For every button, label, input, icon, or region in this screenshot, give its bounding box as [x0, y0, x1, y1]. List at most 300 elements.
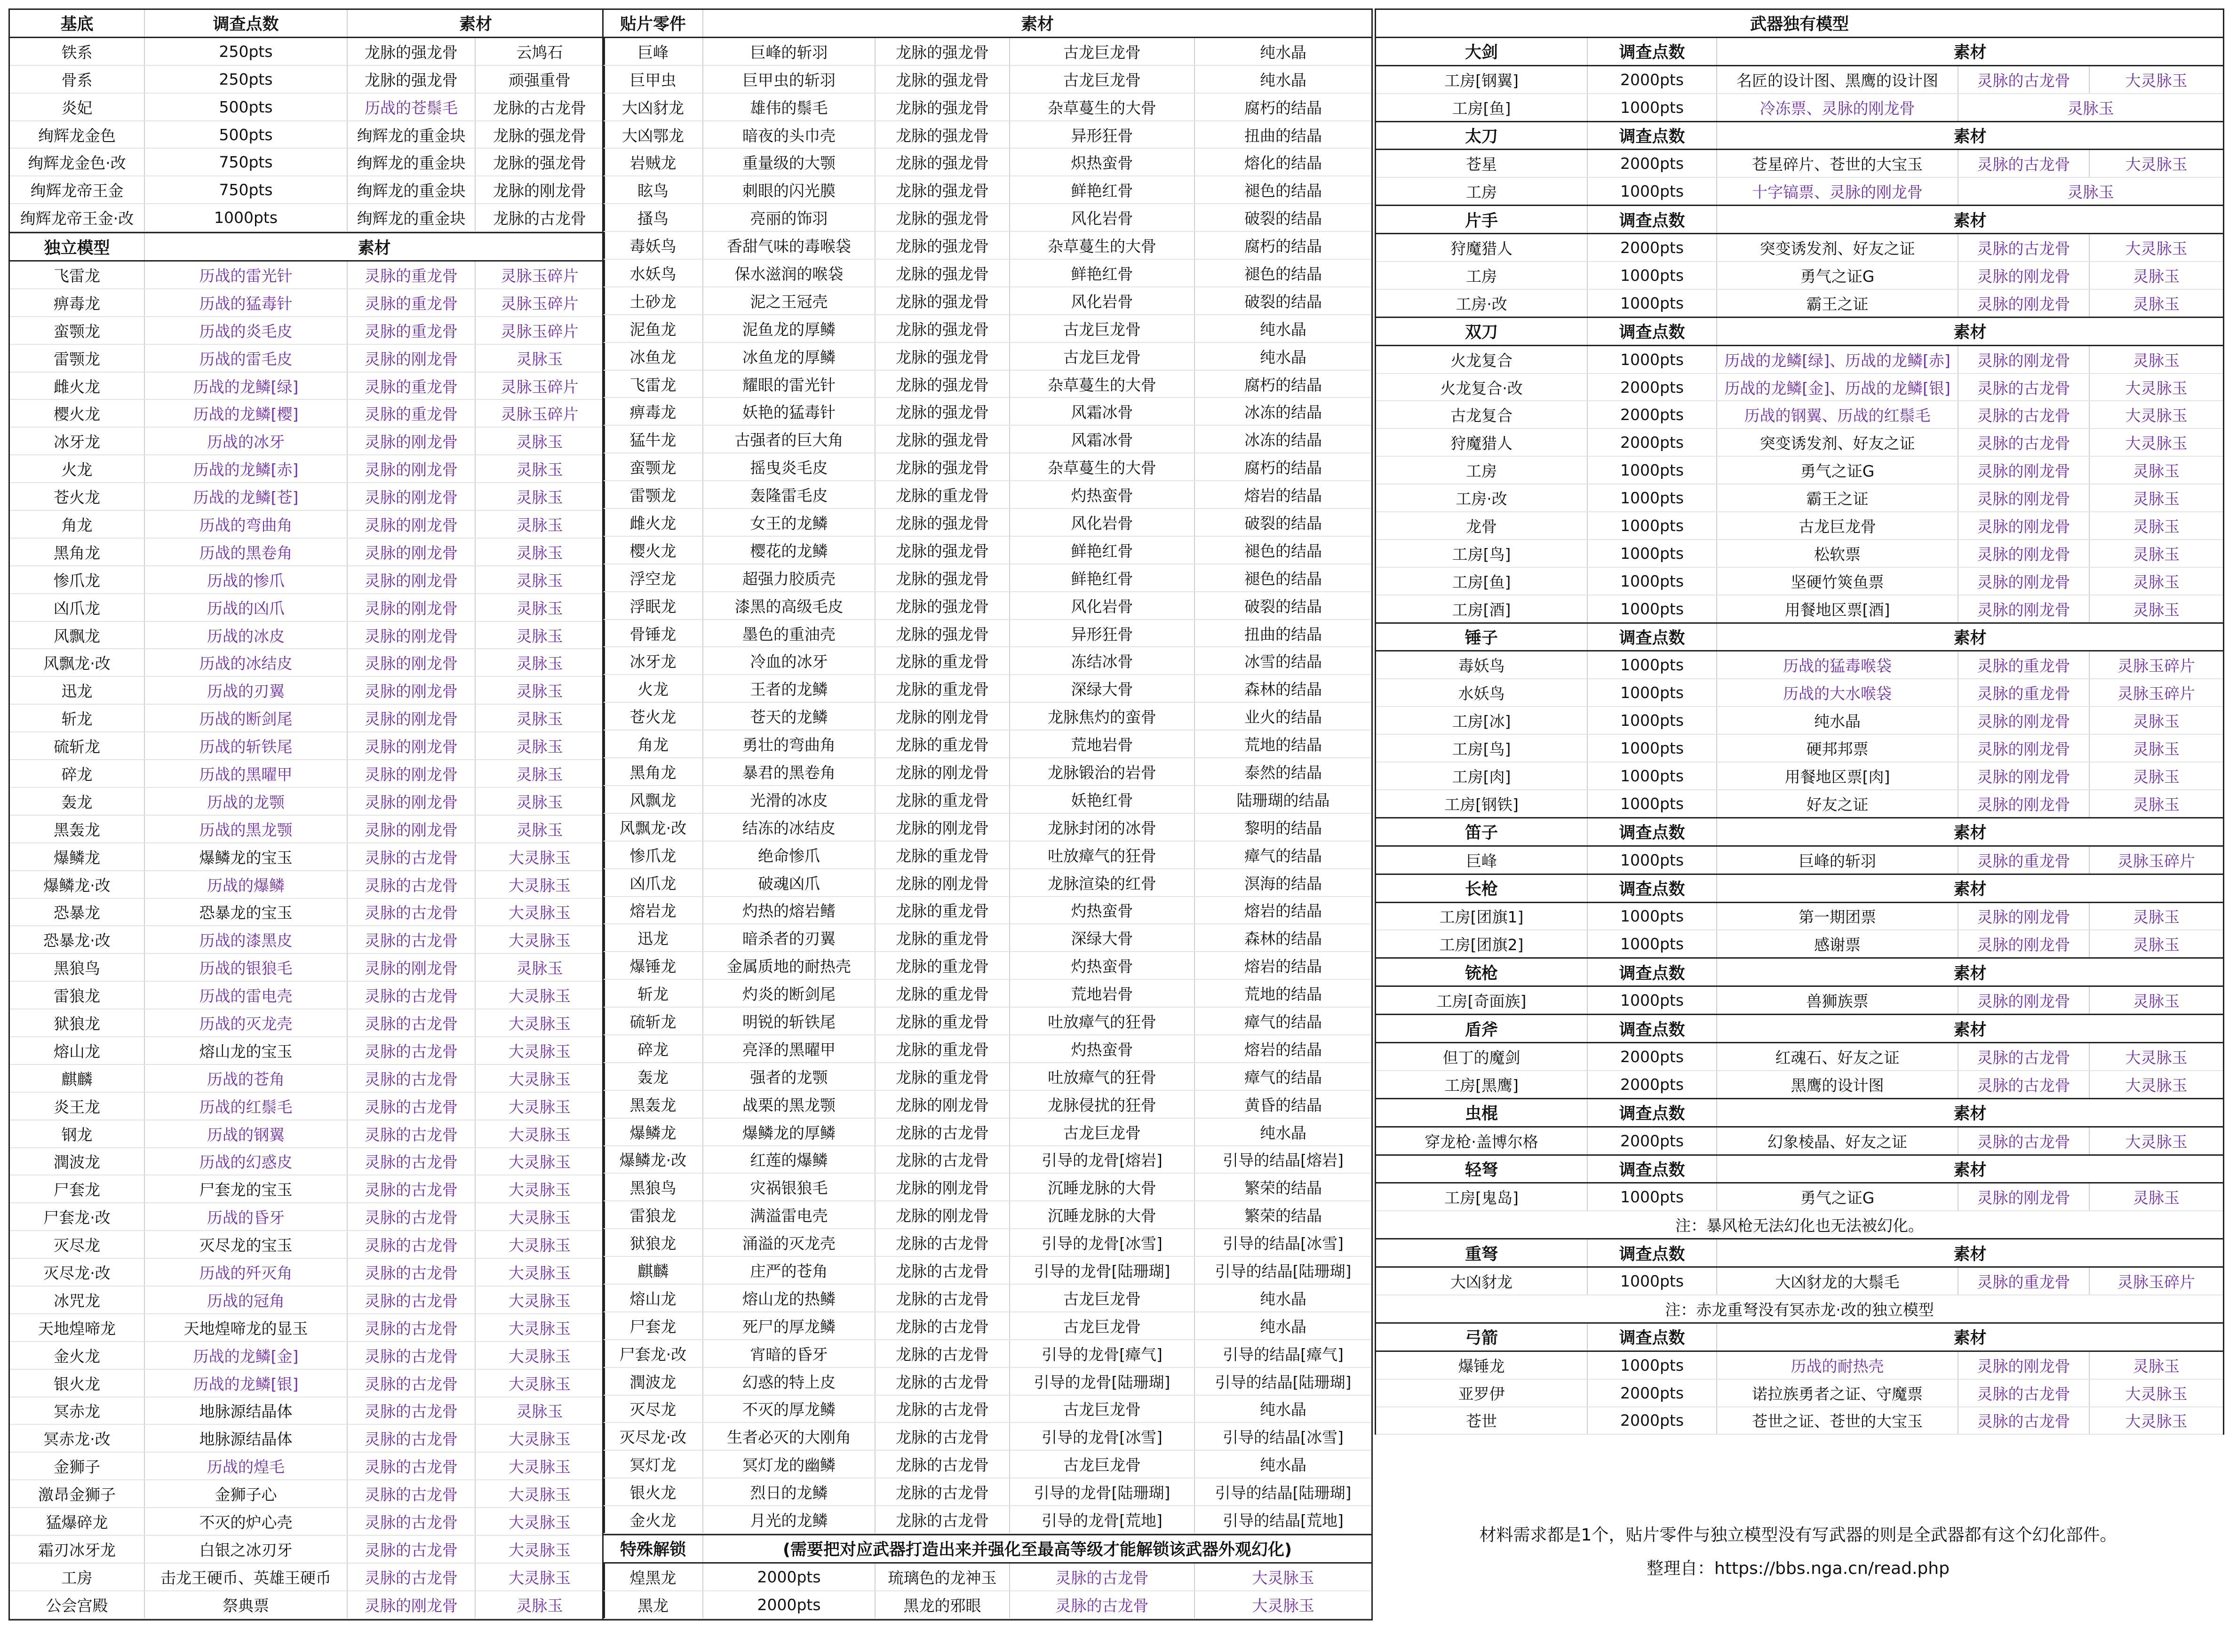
table-cell: 引导的龙骨[瘴气] [1010, 1340, 1194, 1367]
table-cell: 灵脉的刚龙骨 [347, 787, 475, 815]
table-cell: 龙脉的古龙骨 [875, 1312, 1010, 1340]
table-cell: 冥赤龙·改 [10, 1424, 144, 1452]
table-cell: 深绿大骨 [1010, 675, 1194, 702]
table-cell: 龙脉的古龙骨 [475, 93, 604, 121]
table-cell: 冰牙龙 [10, 427, 144, 455]
table-cell: 1000pts [1587, 790, 1717, 818]
table-cell: 亮泽的黑曜甲 [703, 1035, 875, 1063]
table-row [1376, 94, 2223, 121]
table-cell: 大灵脉玉 [475, 1369, 604, 1397]
table-cell: 瘴气的结晶 [1194, 1007, 1371, 1035]
table-cell: 妖艳的猛毒针 [703, 397, 875, 425]
table-cell: 凶爪龙 [604, 869, 703, 897]
table-cell: 黄昏的结晶 [1194, 1090, 1371, 1118]
table-row [1376, 234, 2223, 262]
table-cell: 古龙巨龙骨 [1717, 512, 1958, 540]
table-row [10, 261, 604, 289]
table-cell: 灵脉的古龙骨 [347, 843, 475, 871]
table-row [10, 65, 604, 93]
table-cell: 灼热蛮骨 [1010, 952, 1194, 979]
table-cell: 巨峰的斩羽 [1717, 846, 1958, 874]
table-cell: 龙脉的强龙骨 [875, 342, 1010, 370]
table-cell: 弓箭 [1376, 1323, 1587, 1351]
table-cell: 搔鸟 [604, 204, 703, 231]
table-row [1376, 846, 2223, 874]
table-cell: 纯水晶 [1194, 1395, 1371, 1423]
table-row [604, 204, 1371, 231]
table-cell: 灵脉的古龙骨 [347, 871, 475, 898]
table-cell: 龙脉的强龙骨 [875, 536, 1010, 564]
table-cell: 熔岩的结晶 [1194, 1035, 1371, 1063]
table-cell: 灵脉玉碎片 [475, 289, 604, 317]
table-row [10, 1037, 604, 1064]
table-cell: 龙脉的刚龙骨 [875, 758, 1010, 786]
table-cell: 工房[冰] [1376, 707, 1587, 734]
table-row [10, 981, 604, 1009]
table-header [604, 1534, 1371, 1563]
table-cell: 引导的结晶[荒地] [1194, 1506, 1371, 1533]
table-cell: 调查点数 [1587, 1015, 1717, 1043]
table-row [604, 536, 1371, 564]
table-row [1376, 540, 2223, 567]
table-cell: 1000pts [1587, 177, 1717, 205]
table-row [10, 1591, 604, 1619]
table-row [604, 841, 1371, 869]
table-cell: 大灵脉玉 [475, 1120, 604, 1148]
table-row [1376, 595, 2223, 623]
table-cell: 灵脉的刚龙骨 [1958, 1183, 2089, 1211]
table-cell: 巨甲虫 [604, 65, 703, 93]
table-cell: 纯水晶 [1194, 1312, 1371, 1340]
table-cell: 吐放瘴气的狂骨 [1010, 1063, 1194, 1090]
table-cell: 调查点数 [1587, 1155, 1717, 1183]
table-cell: 猛爆碎龙 [10, 1508, 144, 1535]
table-cell: 龙脉的刚龙骨 [875, 1201, 1010, 1229]
table-cell: 龙脉的强龙骨 [875, 204, 1010, 231]
table-cell: 调查点数 [1587, 958, 1717, 986]
right-panel [1375, 8, 2224, 1435]
table-cell: 龙脉的刚龙骨 [875, 702, 1010, 730]
section-header [1376, 1015, 2223, 1043]
table-cell: 1000pts [1587, 94, 1717, 121]
table-cell: 灵脉的古龙骨 [1958, 150, 2089, 177]
table-cell: 冷冻票、灵脉的刚龙骨 [1717, 94, 1958, 121]
table-cell: 异形狂骨 [1010, 121, 1194, 149]
table-cell: 古龙巨龙骨 [1010, 1450, 1194, 1478]
table-cell: 熔山龙的宝玉 [144, 1037, 347, 1064]
table-row [1376, 1071, 2223, 1098]
table-cell: 灵脉的重龙骨 [1958, 679, 2089, 707]
table-cell: 不灭的厚龙鳞 [703, 1395, 875, 1423]
table-cell: 荒地的结晶 [1194, 730, 1371, 758]
table-cell: 黑龙 [604, 1591, 703, 1619]
table-cell: 历战的龙鳞[金]、历战的龙鳞[银] [1717, 373, 1958, 401]
table-cell: 龙脉的古龙骨 [875, 1367, 1010, 1395]
table-cell: 暗杀者的刃翼 [703, 924, 875, 952]
table-cell: 金狮子 [10, 1452, 144, 1480]
table-cell: 片手 [1376, 206, 1587, 234]
table-cell: 香甜气味的毒喉袋 [703, 231, 875, 259]
table-cell: 750pts [144, 148, 347, 176]
table-row [604, 65, 1371, 93]
table-cell: 腐朽的结晶 [1194, 370, 1371, 398]
table-row [604, 1090, 1371, 1118]
table-cell: 鲜艳红骨 [1010, 176, 1194, 204]
table-cell: 引导的龙骨[熔岩] [1010, 1146, 1194, 1174]
table-cell: 灵脉的刚龙骨 [347, 538, 475, 566]
table-cell: 灵脉的刚龙骨 [1958, 540, 2089, 567]
table-cell: 毒妖鸟 [604, 231, 703, 259]
table-cell: 工房·改 [1376, 289, 1587, 317]
table-row [1376, 734, 2223, 762]
table-cell: 素材 [1717, 1098, 2223, 1127]
table-cell: 浮空龙 [604, 564, 703, 592]
table-cell: 麒麟 [604, 1256, 703, 1284]
table-cell: 龙脉的古龙骨 [475, 204, 604, 231]
table-row [604, 1422, 1371, 1450]
table-cell: 引导的结晶[陆珊瑚] [1194, 1478, 1371, 1506]
table-cell: 工房·改 [1376, 484, 1587, 512]
table-cell: 注：暴风枪无法幻化也无法被幻化。 [1376, 1211, 2223, 1239]
table-cell: 琉璃色的龙神玉 [875, 1563, 1010, 1590]
table-row [604, 287, 1371, 315]
table-cell: 冰牙龙 [604, 647, 703, 675]
table-cell: 泰然的结晶 [1194, 758, 1371, 786]
table-cell: 历战的冠角 [144, 1286, 347, 1314]
table-row [10, 1092, 604, 1120]
table-cell: 纯水晶 [1717, 707, 1958, 734]
table-row [10, 843, 604, 871]
table-cell: 灵脉玉 [2089, 512, 2223, 540]
table-cell: 水妖鸟 [604, 259, 703, 287]
table-cell: 庄严的苍角 [703, 1256, 875, 1284]
table-cell: 黑龙的邪眼 [875, 1591, 1010, 1619]
table-cell: 斩龙 [604, 979, 703, 1007]
table-cell: 勇壮的弯曲角 [703, 730, 875, 758]
table-row [10, 1258, 604, 1286]
table-cell: 历战的大水喉袋 [1717, 679, 1958, 707]
table-cell: 风飘龙 [604, 786, 703, 813]
table-cell: 破裂的结晶 [1194, 508, 1371, 536]
table-cell: 浮眠龙 [604, 592, 703, 620]
table-cell: 素材 [144, 233, 604, 261]
table-row [1376, 902, 2223, 930]
table-cell: 灵脉的古龙骨 [347, 1314, 475, 1342]
table-cell: 轻弩 [1376, 1155, 1587, 1183]
table-cell: 大灵脉玉 [2089, 150, 2223, 177]
table-cell: 凶爪龙 [10, 594, 144, 621]
table-cell: 大灵脉玉 [475, 1064, 604, 1092]
table-cell: 灵脉的刚龙骨 [1958, 930, 2089, 958]
table-cell: 名匠的设计图、黑鹰的设计图 [1717, 65, 1958, 93]
table-cell: 迅龙 [604, 924, 703, 952]
table-cell: 2000pts [1587, 401, 1717, 429]
table-cell: 古龙巨龙骨 [1010, 1395, 1194, 1423]
table-row [10, 1286, 604, 1314]
table-cell: 调查点数 [1587, 1098, 1717, 1127]
table-row [604, 259, 1371, 287]
table-cell: 苍世 [1376, 1407, 1587, 1435]
table-cell: 灵脉玉 [2089, 930, 2223, 958]
table-cell: 1000pts [1587, 567, 1717, 595]
table-row [10, 1397, 604, 1425]
table-row [10, 372, 604, 400]
table-cell: 1000pts [1587, 289, 1717, 317]
table-cell: 引导的龙骨[冰雪] [1010, 1229, 1194, 1256]
table-cell: 灭尽龙·改 [604, 1422, 703, 1450]
table-cell: 龙脉的重龙骨 [875, 1035, 1010, 1063]
table-cell: 地脉源结晶体 [144, 1424, 347, 1452]
table-row [604, 1118, 1371, 1146]
table-cell: 风霜冰骨 [1010, 397, 1194, 425]
table-cell: 冰冻的结晶 [1194, 397, 1371, 425]
table-row [1376, 930, 2223, 958]
table-cell: 灵脉玉碎片 [475, 317, 604, 344]
table-cell: 2000pts [703, 1591, 875, 1619]
table-cell: 灵脉玉 [475, 510, 604, 538]
table-cell: 龙脉的古龙骨 [875, 1340, 1010, 1367]
table-cell: 历战的钢翼 [144, 1120, 347, 1148]
table-cell: 灵脉玉 [2089, 902, 2223, 930]
table-row [10, 760, 604, 787]
table-cell: 灵脉的古龙骨 [1010, 1591, 1194, 1619]
table-cell: 灵脉的刚龙骨 [347, 427, 475, 455]
table-cell: 风霜冰骨 [1010, 425, 1194, 453]
table-cell: 黑轰龙 [604, 1090, 703, 1118]
table-cell: 素材 [1717, 1015, 2223, 1043]
table-cell: 褪色的结晶 [1194, 536, 1371, 564]
table-cell: 灵脉的刚龙骨 [347, 621, 475, 649]
table-row [10, 926, 604, 953]
table-cell: 金火龙 [604, 1506, 703, 1533]
table-cell: 灵脉的古龙骨 [347, 1037, 475, 1064]
table-cell: 红莲的爆鳞 [703, 1146, 875, 1174]
table-cell: 冷血的冰牙 [703, 647, 875, 675]
table-cell: 大凶豺龙 [604, 93, 703, 121]
table-row [10, 1369, 604, 1397]
table-cell: 用餐地区票[酒] [1717, 595, 1958, 623]
table-row [1376, 1183, 2223, 1211]
table-cell: 天地煌啼龙的显玉 [144, 1314, 347, 1342]
table-cell: 纯水晶 [1194, 315, 1371, 342]
table-cell: 雌火龙 [10, 372, 144, 400]
table-cell: 引导的结晶[冰雪] [1194, 1229, 1371, 1256]
table-cell: 漆黑的高级毛皮 [703, 592, 875, 620]
table-cell: 硬邦邦票 [1717, 734, 1958, 762]
table-cell: 太刀 [1376, 121, 1587, 150]
table-cell: 灵脉的古龙骨 [347, 1342, 475, 1369]
table-cell: 飞雷龙 [604, 370, 703, 398]
table-cell: 古龙复合 [1376, 401, 1587, 429]
table-cell: 黑狼鸟 [604, 1173, 703, 1201]
table-cell: 灵脉的古龙骨 [1958, 373, 2089, 401]
table-cell: 纯水晶 [1194, 37, 1371, 65]
table-cell: 冰冻的结晶 [1194, 425, 1371, 453]
table-cell: 大灵脉玉 [475, 1258, 604, 1286]
table-row [604, 1563, 1371, 1590]
table-cell: 耀眼的雷光针 [703, 370, 875, 398]
table-cell: 龙脉的强龙骨 [875, 65, 1010, 93]
table-cell: 750pts [144, 176, 347, 204]
table-cell: 龙脉的强龙骨 [347, 65, 475, 93]
table-cell: 灵脉的刚龙骨 [347, 953, 475, 981]
table-cell: 龙脉的古龙骨 [875, 1146, 1010, 1174]
table-cell: 死尸的厚龙鳞 [703, 1312, 875, 1340]
table-cell: 大灵脉玉 [475, 1231, 604, 1258]
table-row [604, 675, 1371, 702]
table-cell: 灵脉的刚龙骨 [347, 455, 475, 483]
section-header [1376, 1098, 2223, 1127]
table-row [1376, 1407, 2223, 1435]
table-cell: 大灵脉玉 [2089, 1042, 2223, 1070]
table-cell: 历战的断剑尾 [144, 704, 347, 732]
table-cell: 2000pts [1587, 65, 1717, 93]
table-cell: 雌火龙 [604, 508, 703, 536]
table-cell: 冰雪的结晶 [1194, 647, 1371, 675]
table-cell: 素材 [1717, 1155, 2223, 1183]
table-cell: 角龙 [10, 510, 144, 538]
table-cell: 历战的幻惑皮 [144, 1148, 347, 1175]
table-cell: 调查点数 [1587, 317, 1717, 345]
table-cell: 狱狼龙 [10, 1009, 144, 1037]
table-cell: 1000pts [1587, 484, 1717, 512]
table-cell: 灵脉玉 [1958, 94, 2223, 121]
left-panel [8, 8, 605, 1620]
table-cell: 风化岩骨 [1010, 508, 1194, 536]
section-header [1376, 206, 2223, 234]
table-cell: 樱花的龙鳞 [703, 536, 875, 564]
table-cell: 笛子 [1376, 818, 1587, 846]
table-cell: 龙脉的强龙骨 [475, 148, 604, 176]
table-row [604, 1506, 1371, 1533]
table-cell: 风飘龙·改 [604, 813, 703, 841]
table-cell: 刺眼的闪光膜 [703, 176, 875, 204]
table-cell: 熔岩的结晶 [1194, 481, 1371, 508]
table-cell: 大灵脉玉 [2089, 401, 2223, 429]
table-cell: 宵暗的昏牙 [703, 1340, 875, 1367]
table-cell: 灵脉的古龙骨 [1958, 234, 2089, 262]
table-cell: 灾祸银狼毛 [703, 1173, 875, 1201]
table-cell: 灵脉的古龙骨 [347, 1424, 475, 1452]
table-cell: 繁荣的结晶 [1194, 1173, 1371, 1201]
table-row [604, 176, 1371, 204]
table-cell: 森林的结晶 [1194, 924, 1371, 952]
table-cell: 龙脉的强龙骨 [875, 231, 1010, 259]
table-cell: 灵脉的刚龙骨 [1958, 986, 2089, 1015]
table-row [1376, 512, 2223, 540]
table-row [604, 1450, 1371, 1478]
table-cell: 涌溢的灭龙壳 [703, 1229, 875, 1256]
table-cell: 龙脉渲染的红骨 [1010, 869, 1194, 897]
table-cell: 龙脉的古龙骨 [875, 1450, 1010, 1478]
table-cell: 灵脉的古龙骨 [347, 1452, 475, 1480]
table-row [604, 924, 1371, 952]
table-cell: 龙脉的古龙骨 [875, 1422, 1010, 1450]
table-cell: 杂草蔓生的大骨 [1010, 231, 1194, 259]
table-cell: 1000pts [1587, 679, 1717, 707]
table-cell: 龙脉的强龙骨 [875, 287, 1010, 315]
table-cell: 灵脉的重龙骨 [1958, 1267, 2089, 1295]
table-header [604, 10, 1371, 37]
table-row [10, 1148, 604, 1175]
table-cell: 历战的雷光针 [144, 261, 347, 289]
table-cell: 王者的龙鳞 [703, 675, 875, 702]
table-cell: 龙脉的强龙骨 [475, 121, 604, 149]
table-cell: 樱火龙 [604, 536, 703, 564]
table-cell: 云鸠石 [475, 37, 604, 65]
footer-source: 整理自：https://bbs.nga.cn/read.php [1647, 1559, 1950, 1578]
table-cell: 大灵脉玉 [475, 843, 604, 871]
table-cell: 灵脉玉 [2089, 595, 2223, 623]
table-cell: 感谢票 [1717, 930, 1958, 958]
table-cell: 调查点数 [1587, 1239, 1717, 1267]
table-cell: 工房[肉] [1376, 762, 1587, 790]
table-cell: 痹毒龙 [604, 397, 703, 425]
table-row [1376, 679, 2223, 707]
table-row [1376, 1267, 2223, 1295]
table-cell: 灵脉的古龙骨 [347, 1203, 475, 1231]
table-cell: 龙脉锻治的岩骨 [1010, 758, 1194, 786]
table-cell: 泥鱼龙的厚鳞 [703, 315, 875, 342]
table-cell: 纯水晶 [1194, 1450, 1371, 1478]
special-unlock-table [604, 1534, 1371, 1619]
table-cell: 好友之证 [1717, 790, 1958, 818]
table-cell: 灵脉的古龙骨 [1958, 401, 2089, 429]
table-row [10, 427, 604, 455]
table-cell: 贴片零件 [604, 10, 703, 37]
table-row [604, 1395, 1371, 1423]
table-cell: 龙脉的古龙骨 [875, 1118, 1010, 1146]
table-cell: 龙脉的重龙骨 [875, 924, 1010, 952]
table-cell: 大灵脉玉 [2089, 429, 2223, 456]
table-cell: 轰隆雷毛皮 [703, 481, 875, 508]
table-cell: 古龙巨龙骨 [1010, 342, 1194, 370]
table-cell: 古龙巨龙骨 [1010, 65, 1194, 93]
table-row [604, 564, 1371, 592]
table-cell: 腐朽的结晶 [1194, 93, 1371, 121]
table-cell: 眩鸟 [604, 176, 703, 204]
table-cell: 苍火龙 [604, 702, 703, 730]
table-cell: 鲜艳红骨 [1010, 259, 1194, 287]
table-cell: 1000pts [1587, 595, 1717, 623]
table-cell: 古龙巨龙骨 [1010, 1312, 1194, 1340]
table-cell: 古龙巨龙骨 [1010, 1118, 1194, 1146]
table-cell: 大灵脉玉 [2089, 234, 2223, 262]
table-cell: 调查点数 [1587, 818, 1717, 846]
table-cell: 熔岩的结晶 [1194, 897, 1371, 924]
table-cell: 苍天的龙鳞 [703, 702, 875, 730]
table-cell: 素材 [347, 10, 604, 37]
table-cell: 双刀 [1376, 317, 1587, 345]
table-cell: 龙脉的强龙骨 [875, 508, 1010, 536]
table-cell: 大灵脉玉 [475, 1286, 604, 1314]
table-row [604, 1146, 1371, 1174]
table-cell: 1000pts [1587, 986, 1717, 1015]
table-row [10, 176, 604, 204]
table-cell: 引导的结晶[陆珊瑚] [1194, 1367, 1371, 1395]
table-cell: 灵脉玉 [475, 1397, 604, 1425]
table-cell: 灵脉的古龙骨 [1958, 1042, 2089, 1070]
table-cell: 诺拉族勇者之证、守魔票 [1717, 1379, 1958, 1407]
table-row [604, 952, 1371, 979]
table-cell: 鲜艳红骨 [1010, 564, 1194, 592]
table-cell: 灵脉的古龙骨 [1958, 1407, 2089, 1435]
table-cell: 大灵脉玉 [475, 1092, 604, 1120]
table-cell: 灵脉玉碎片 [475, 399, 604, 427]
table-cell: 灵脉玉 [2089, 1183, 2223, 1211]
table-cell: 灵脉玉 [2089, 762, 2223, 790]
table-cell: 苍世之证、苍世的大宝玉 [1717, 1407, 1958, 1435]
